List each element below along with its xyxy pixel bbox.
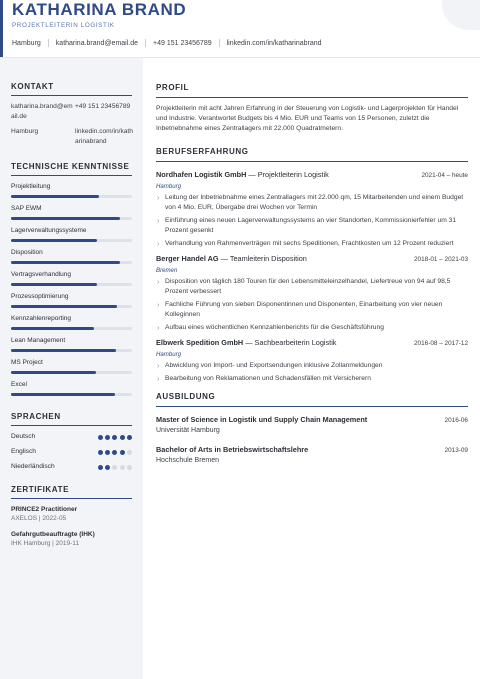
job-bullet: › Einführung eines neuen Lagerverwaltungssystems an vier Standorten, Kommissionierfehler um 31 Prozent gesenkt (156, 216, 468, 236)
job-location: Hamburg (156, 350, 182, 358)
level-dot (127, 450, 132, 455)
skill-name: Disposition (11, 249, 43, 256)
languages-section (11, 412, 132, 471)
skill-level-bar (11, 371, 132, 374)
job-role: — Sachbearbeiterin Logistik (243, 337, 337, 347)
job-header (156, 338, 468, 349)
experience-heading: BERUFSERFAHRUNG (156, 146, 249, 156)
job-entry (156, 338, 468, 384)
skill-level-fill (11, 239, 97, 242)
level-dot (98, 450, 103, 455)
skill-level-fill (11, 305, 117, 308)
skill-level-fill (11, 195, 99, 198)
sidebar (0, 58, 143, 679)
certificate-meta: IHK Hamburg | 2019-11 (11, 539, 80, 547)
skill-level-bar (11, 261, 132, 264)
section-rule (156, 97, 468, 98)
certificates-section (11, 485, 132, 548)
job-role: — Projektleiterin Logistik (246, 169, 329, 179)
education-institution: Hochschule Bremen (156, 457, 220, 465)
header-city: Hamburg (12, 39, 41, 47)
skill-name: Lean Management (11, 337, 66, 344)
job-date: 2016-08 – 2017-12 (413, 339, 468, 347)
education-institution: Universität Hamburg (156, 427, 220, 435)
section-rule (11, 95, 132, 96)
education-section (156, 392, 468, 466)
section-rule (156, 406, 468, 407)
languages-heading: SPRACHEN (11, 412, 61, 421)
skill-level-fill (11, 349, 116, 352)
language-level-dots (98, 450, 132, 455)
language-name: Englisch (11, 448, 36, 455)
kontakt-details (11, 102, 132, 146)
skill-name: SAP EWM (11, 205, 42, 212)
level-dot (112, 465, 117, 470)
header-email[interactable]: katharina.brand@email.de (55, 39, 139, 47)
language-row (11, 448, 132, 456)
skill-level-bar (11, 239, 132, 242)
experience-section (156, 147, 468, 384)
kontakt-linkedin[interactable]: linkedin.com/in/katharinabrand (75, 128, 133, 145)
section-rule (156, 161, 468, 162)
language-name: Niederländisch (11, 463, 55, 470)
skill-level-bar (11, 217, 132, 220)
skill-name: Vertragsverhandlung (11, 271, 71, 278)
job-company: Nordhafen Logistik GmbH (156, 169, 247, 179)
skill-level-bar (11, 195, 132, 198)
skill-item (11, 359, 132, 374)
kontakt-heading: KONTAKT (11, 82, 54, 91)
section-rule (11, 175, 132, 176)
level-dot (105, 465, 110, 470)
language-level-dots (98, 435, 132, 440)
skill-item (11, 227, 132, 242)
job-date: 2018-01 – 2021-03 (413, 255, 468, 263)
job-bullets (156, 277, 468, 334)
certificate-name: Gefahrgutbeauftragte (IHK) (11, 530, 95, 538)
job-bullet: › Verhandlung von Rahmenverträgen mit sechs Speditionen, Frachtkosten um 12 Prozent reduziert (156, 239, 468, 249)
header-phone[interactable]: +49 151 23456789 (153, 39, 212, 47)
level-dot (127, 435, 132, 440)
job-title (156, 170, 329, 180)
profile-section (156, 83, 468, 135)
education-date: 2016-06 (444, 417, 468, 425)
skill-name: Projektleitung (11, 183, 51, 190)
skill-level-fill (11, 217, 120, 220)
section-rule (11, 498, 132, 499)
skill-item (11, 183, 132, 198)
skill-name: Lagerverwaltungssysteme (11, 227, 87, 234)
skill-level-bar (11, 327, 132, 330)
job-header (156, 170, 468, 181)
job-bullet: › Abwicklung von Import- und Exportsendungen inklusive Zollanmeldungen (156, 361, 468, 371)
job-title (156, 254, 307, 264)
skills-section (11, 162, 132, 396)
skill-item (11, 249, 132, 264)
education-degree: Master of Science in Logistik und Supply Chain Management (156, 415, 368, 425)
level-dot (112, 435, 117, 440)
separator (145, 39, 146, 47)
profile-text: Projektleiterin mit acht Jahren Erfahrung in der Steuerung von Logistik- und Lagerprojekten für Handel und Industrie. Verantwortet Budgets bis 4 Mio. EUR und Teams von 15 Personen, zuletzt die Inbetriebnahme eines Zentrallagers mit 22.000 Quadratmetern. (156, 105, 459, 133)
kontakt-phone[interactable]: +49 151 23456789 (75, 103, 131, 110)
education-item (156, 445, 468, 466)
skill-item (11, 293, 132, 308)
level-dot (98, 435, 103, 440)
education-header (156, 415, 468, 425)
kontakt-section (11, 82, 132, 146)
level-dot (120, 450, 125, 455)
profile-heading: PROFIL (156, 83, 189, 92)
skill-name: Excel (11, 381, 27, 388)
skill-name: MS Project (11, 359, 43, 366)
separator (219, 39, 220, 47)
certificate-name: PRINCE2 Practitioner (11, 506, 78, 513)
job-date: 2021-04 – heute (421, 171, 468, 179)
jobs-list (156, 170, 468, 384)
main-content (156, 58, 468, 466)
skill-name: Kennzahlenreporting (11, 315, 71, 322)
candidate-name: KATHARINA BRAND (12, 0, 187, 19)
job-role: — Teamleiterin Disposition (218, 253, 307, 263)
skill-item (11, 315, 132, 330)
skill-name: Prozessoptimierung (11, 293, 69, 300)
education-degree: Bachelor of Arts in Betriebswirtschaftslehre (156, 445, 309, 455)
skills-list (11, 183, 132, 396)
header-linkedin[interactable]: linkedin.com/in/katharinabrand (226, 39, 322, 47)
job-bullets (156, 193, 468, 250)
job-bullets (156, 361, 468, 384)
skill-level-bar (11, 283, 132, 286)
education-item (156, 415, 468, 436)
level-dot (120, 435, 125, 440)
job-bullet: › Bearbeitung von Reklamationen und Schadensfällen mit Versicherern (156, 374, 468, 384)
level-dot (105, 435, 110, 440)
header-accent-bar (0, 0, 3, 58)
section-rule (11, 425, 132, 426)
skill-level-bar (11, 349, 132, 352)
job-title (156, 338, 336, 348)
separator (48, 39, 49, 47)
job-bullet: › Fachliche Führung von sieben Disponentinnen und Disponenten, Einarbeitung von vier neuen Kolleginnen (156, 300, 468, 320)
level-dot (112, 450, 117, 455)
job-entry (156, 254, 468, 334)
language-row (11, 433, 132, 441)
job-company: Berger Handel AG (156, 253, 219, 263)
job-header (156, 254, 468, 265)
languages-list (11, 433, 132, 471)
skill-level-bar (11, 305, 132, 308)
education-heading: AUSBILDUNG (156, 392, 216, 402)
skill-level-bar (11, 393, 132, 396)
level-dot (120, 465, 125, 470)
education-header (156, 445, 468, 455)
education-date: 2013-09 (444, 447, 468, 455)
skill-item (11, 271, 132, 286)
certificates-heading: ZERTIFIKATE (11, 485, 70, 494)
skill-item (11, 381, 132, 396)
skill-level-fill (11, 371, 96, 374)
job-location: Bremen (156, 266, 178, 274)
candidate-title: PROJEKTLEITERIN LOGISTIK (12, 22, 115, 29)
level-dot (98, 465, 103, 470)
level-dot (127, 465, 132, 470)
kontakt-email[interactable]: katharina.brand@email.de (11, 103, 73, 120)
skill-level-fill (11, 283, 97, 286)
skill-item (11, 337, 132, 352)
skill-item (11, 205, 132, 220)
language-row (11, 463, 132, 471)
certificate-item (11, 506, 132, 524)
skills-heading: TECHNISCHE KENNTNISSE (11, 162, 130, 171)
job-entry (156, 170, 468, 250)
job-location: Hamburg (156, 182, 182, 190)
level-dot (105, 450, 110, 455)
skill-level-fill (11, 261, 120, 264)
certificate-item (11, 531, 132, 549)
job-company: Elbwerk Spedition GmbH (156, 337, 244, 347)
header-contact-line (12, 39, 467, 47)
skill-level-fill (11, 393, 115, 396)
job-bullet: › Leitung der Inbetriebnahme eines Zentrallagers mit 22.000 qm, 15 Mitarbeitenden und einem Budget von 4 Mio. EUR, Übergabe drei Wochen vor Termin (156, 193, 468, 213)
resume-header (12, 0, 467, 58)
skill-level-fill (11, 327, 94, 330)
kontakt-city: Hamburg (11, 128, 39, 135)
job-bullet: › Aufbau eines wöchentlichen Kennzahlenberichts für die Geschäftsführung (156, 323, 468, 333)
certificate-meta: AXELOS | 2022-05 (11, 515, 67, 522)
language-level-dots (98, 465, 132, 470)
job-bullet: › Disposition von täglich 180 Touren für den Lebensmitteleinzelhandel, Liefertreue von 94 auf 98,5 Prozent verbessert (156, 277, 468, 297)
language-name: Deutsch (11, 433, 36, 440)
